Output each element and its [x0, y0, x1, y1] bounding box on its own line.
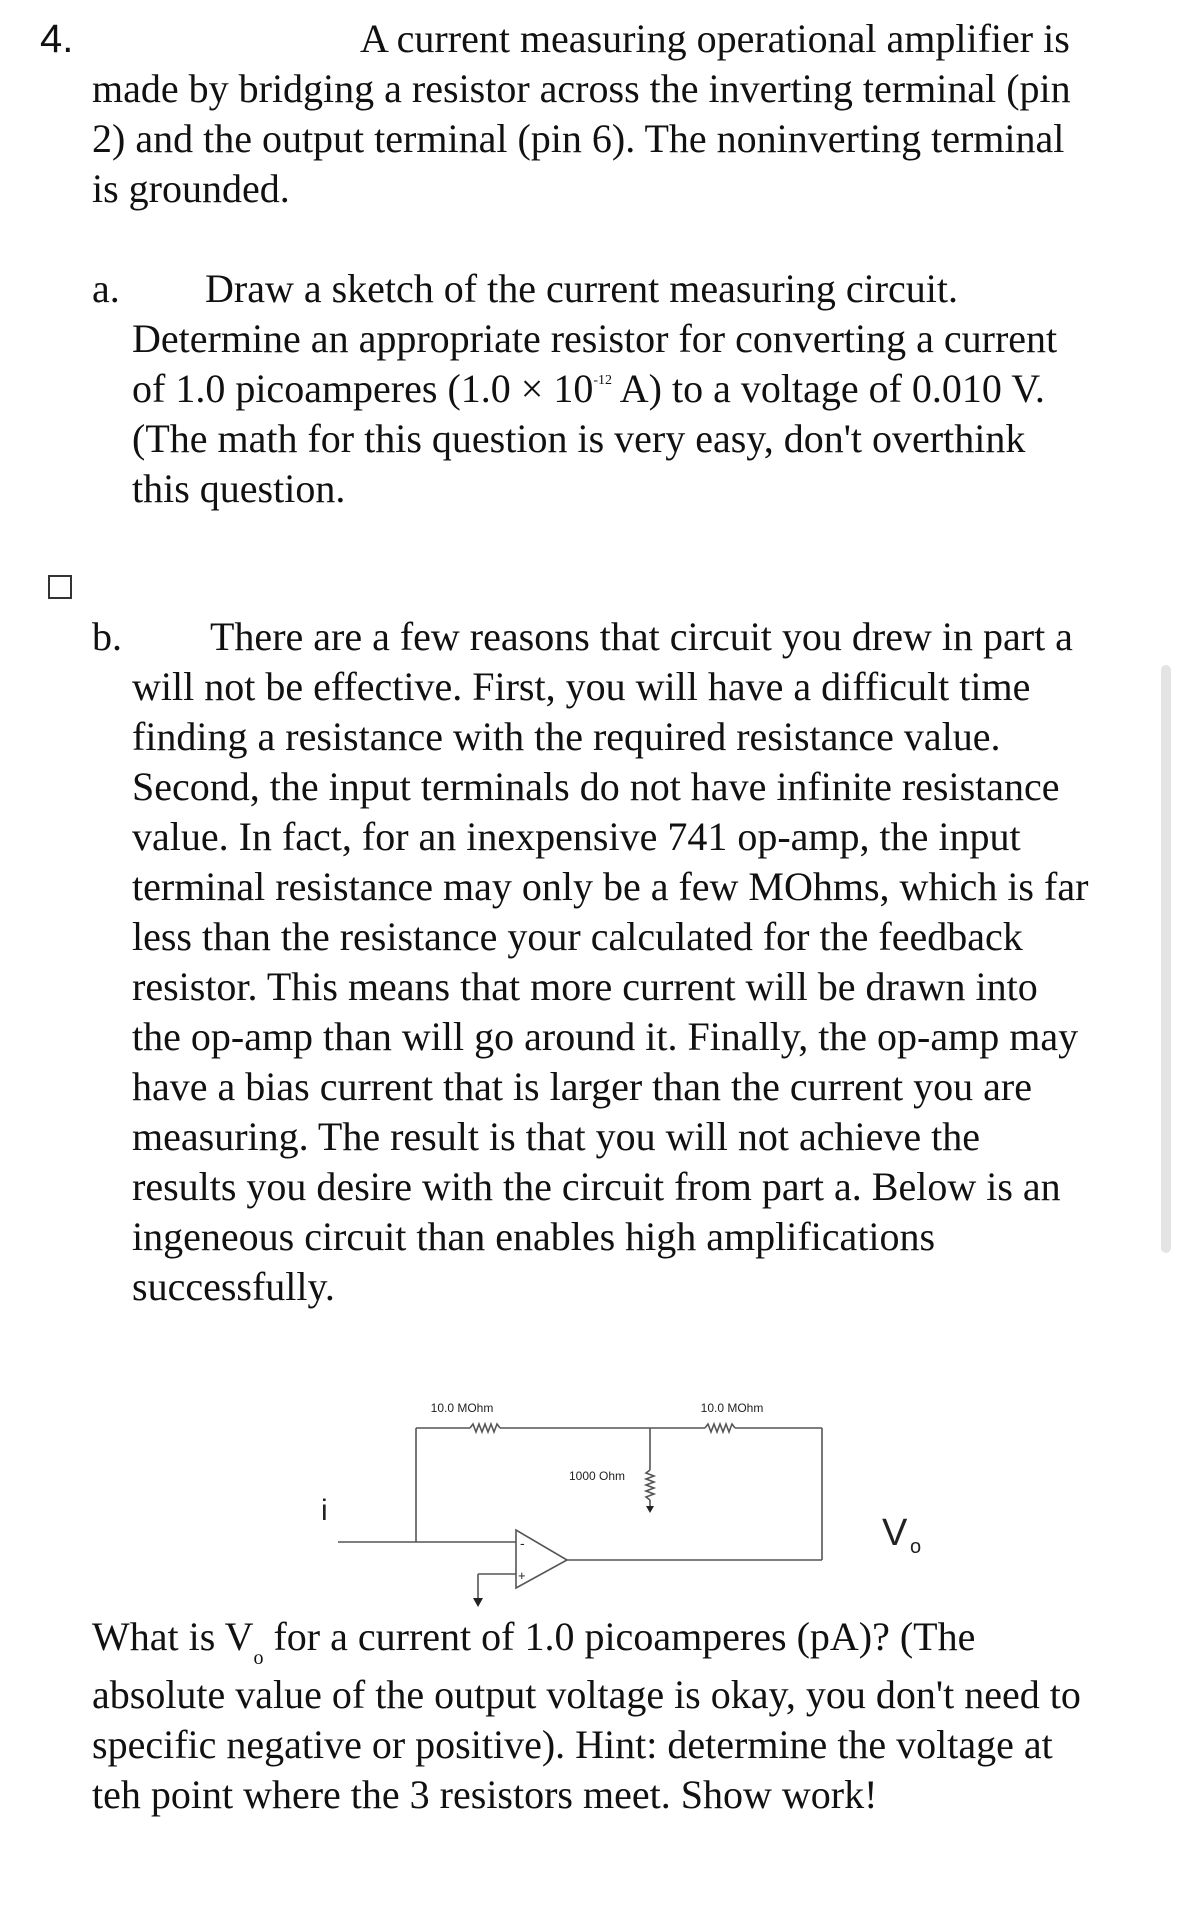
- intro-line: made by bridging a resistor across the inverting terminal (pin: [92, 66, 1071, 111]
- part-a-line3-before: of 1.0 picoamperes (1.0 × 10: [132, 366, 594, 411]
- part-b-line: results you desire with the circuit from part a. Below is an: [132, 1164, 1061, 1209]
- resistor-r1: [470, 1424, 500, 1432]
- r3-label: 10.0 MOhm: [700, 1401, 764, 1415]
- final-question-line: [92, 1612, 976, 1669]
- part-b-line: value. In fact, for an inexpensive 741 op-amp, the input: [132, 814, 1021, 859]
- plus-sign: +: [518, 1568, 526, 1583]
- part-b-line: Second, the input terminals do not have infinite resistance: [132, 764, 1060, 809]
- resistor-r2: [646, 1470, 654, 1500]
- scrollbar[interactable]: [1161, 665, 1171, 1253]
- input-current-label: i: [321, 1494, 328, 1527]
- final-line1-after: for a current of 1.0 picoamperes (pA)? (The: [263, 1614, 976, 1659]
- final-question-line: absolute value of the output voltage is okay, you don't need to: [92, 1672, 1081, 1717]
- part-b-line: finding a resistance with the required resistance value.: [132, 714, 1001, 759]
- part-b-line: will not be effective. First, you will have a difficult time: [132, 664, 1031, 709]
- part-a-line: [132, 364, 1045, 414]
- part-b-line: have a bias current that is larger than the current you are: [132, 1064, 1032, 1109]
- intro-line: A current measuring operational amplifier is: [360, 16, 1070, 61]
- question-number: 4.: [40, 17, 74, 61]
- r1-label: 10.0 MOhm: [430, 1401, 494, 1415]
- part-a-line: this question.: [132, 466, 346, 511]
- part-a-line: (The math for this question is very easy, don't overthink: [132, 416, 1026, 461]
- r2-label: 1000 Ohm: [568, 1469, 626, 1483]
- part-b-line: resistor. This means that more current will be drawn into: [132, 964, 1038, 1009]
- circuit-diagram: [320, 1380, 922, 1640]
- part-a-line: Draw a sketch of the current measuring circuit.: [205, 266, 959, 311]
- intro-line: 2) and the output terminal (pin 6). The noninverting terminal: [92, 116, 1065, 161]
- part-b-line: less than the resistance your calculated for the feedback: [132, 914, 1023, 959]
- part-a-letter: a.: [92, 266, 120, 311]
- final-question-line: specific negative or positive). Hint: determine the voltage at: [92, 1722, 1053, 1767]
- vo-subscript: o: [253, 1647, 264, 1669]
- intro-line: is grounded.: [92, 166, 290, 211]
- part-a-line3-after: A) to a voltage of 0.010 V.: [612, 366, 1045, 411]
- ground-arrow-icon: [646, 1506, 654, 1513]
- part-b-line: terminal resistance may only be a few MOhms, which is far: [132, 864, 1089, 909]
- final-question-line: teh point where the 3 resistors meet. Show work!: [92, 1772, 878, 1817]
- final-line1-before: What is V: [92, 1614, 254, 1659]
- part-b-line: successfully.: [132, 1264, 335, 1309]
- part-b-line: ingeneous circuit than enables high amplifications: [132, 1214, 936, 1259]
- answer-checkbox[interactable]: [48, 575, 72, 599]
- resistor-r3: [705, 1424, 735, 1432]
- part-b-letter: b.: [92, 614, 122, 659]
- output-voltage-label: V: [882, 1512, 908, 1554]
- part-b-line: the op-amp than will go around it. Finally, the op-amp may: [132, 1014, 1079, 1059]
- minus-sign: -: [520, 1535, 525, 1551]
- ground-arrow-icon: [473, 1598, 483, 1607]
- exponent: -12: [593, 373, 612, 388]
- part-b-line: There are a few reasons that circuit you drew in part a: [210, 614, 1073, 659]
- part-b-line: measuring. The result is that you will not achieve the: [132, 1114, 980, 1159]
- part-a-line: Determine an appropriate resistor for converting a current: [132, 316, 1058, 361]
- output-voltage-subscript: o: [910, 1536, 922, 1558]
